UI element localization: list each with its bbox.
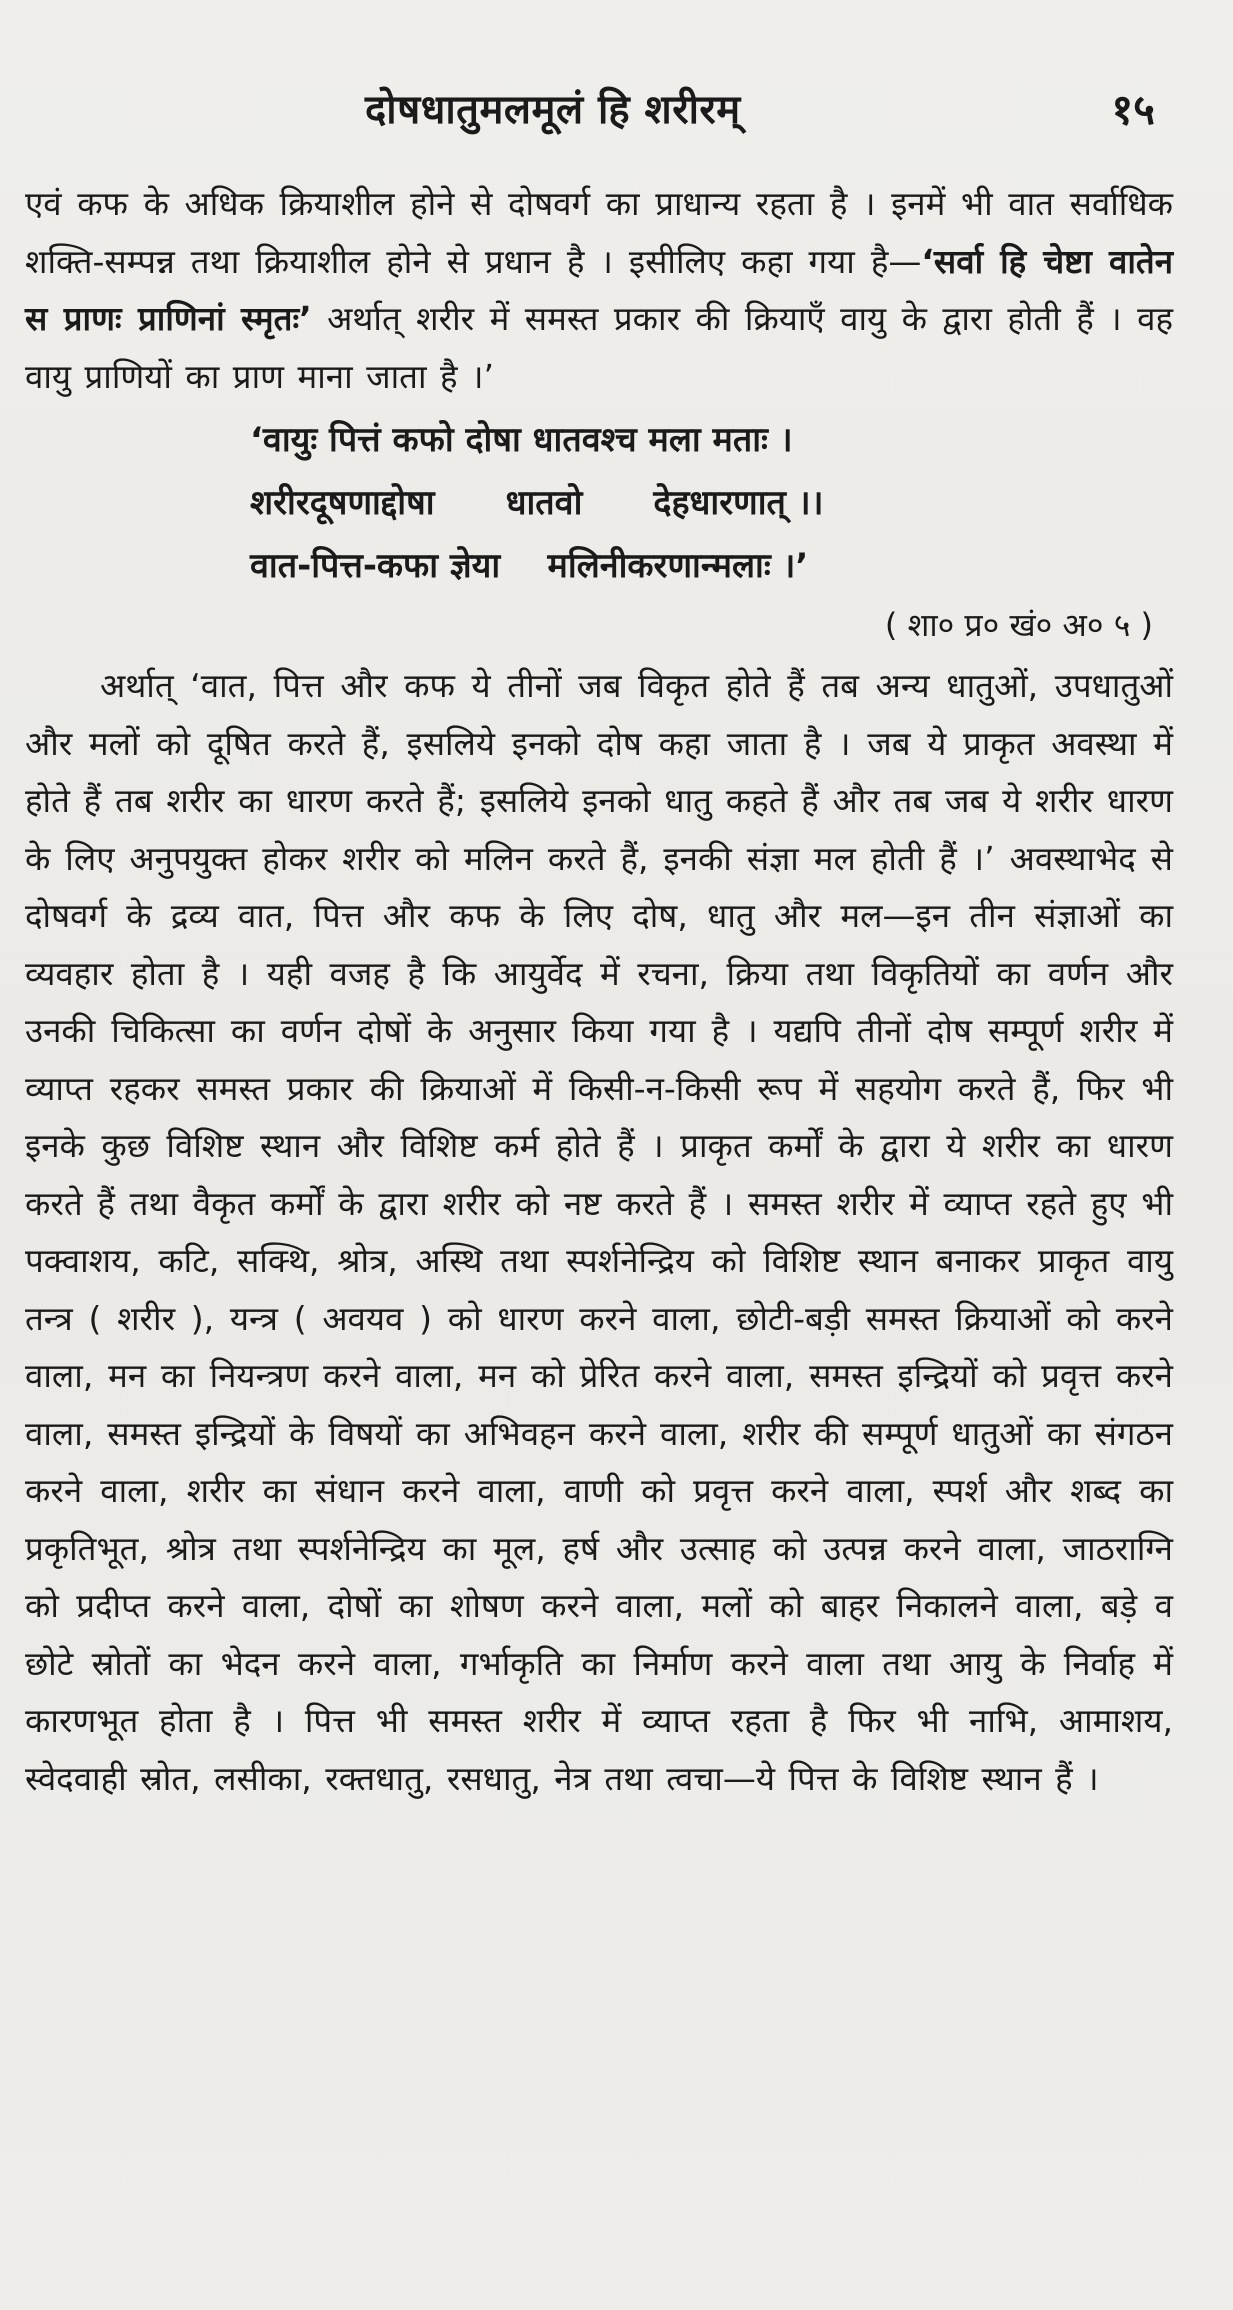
verse-line: ‘वायुः पित्तं कफो दोषा धातवश्च मला मताः । (250, 420, 793, 460)
paragraph-2: अर्थात् ‘वात, पित्त और कफ ये तीनों जब विकृत होते हैं तब अन्य धातुओं, उपधातुओं और मलों को दूषित करते हैं, इसलिये इनको दोष कहा जाता है । जब ये प्राकृत अवस्था में होते हैं तब शरीर का धारण करते हैं; इसलिये इनको धातु कहते हैं और तब जब ये शरीर धारण के लिए अनुपयुक्त होकर शरीर को मलिन करते हैं, इनकी संज्ञा मल होती हैं ।’ अवस्थाभेद से दोषवर्ग के द्रव्य वात, पित्त और कफ के लिए दोष, धातु और मल—इन तीन संज्ञाओं का व्यवहार होता है । यही वजह है कि आयुर्वेद में रचना, क्रिया तथा विकृतियों का वर्णन और उनकी चिकित्सा का वर्णन दोषों के अनुसार किया गया है । यद्यपि तीनों दोष सम्पूर्ण शरीर में व्याप्त रहकर समस्त प्रकार की क्रियाओं में किसी-न-किसी रूप में सहयोग करते हैं, फिर भी इनके कुछ विशिष्ट स्थान और विशिष्ट कर्म होते हैं । प्राकृत कर्मों के द्वारा ये शरीर का धारण करते हैं तथा वैकृत कर्मों के द्वारा शरीर को नष्ट करते हैं । समस्त शरीर में व्याप्त रहते हुए भी पक्वाशय, कटि, सक्थि, श्रोत्र, अस्थि तथा स्पर्शनेन्द्रिय को विशिष्ट स्थान बनाकर प्राकृत वायु तन्त्र ( शरीर ), यन्त्र ( अवयव ) को धारण करने वाला, छोटी-बड़ी समस्त क्रियाओं को करने वाला, मन का नियन्त्रण करने वाला, मन को प्रेरित करने वाला, समस्त इन्द्रियों को प्रवृत्त करने वाला, समस्त इन्द्रियों के विषयों का अभिवहन करने वाला, शरीर की सम्पूर्ण धातुओं का संगठन करने वाला, शरीर का संधान करने वाला, वाणी को प्रवृत्त करने वाला, स्पर्श और शब्द का प्रकृतिभूत, श्रोत्र तथा स्पर्शनेन्द्रिय का मूल, हर्ष और उत्साह को उत्पन्न करने वाला, जाठराग्नि को प्रदीप्त करने वाला, दोषों का शोषण करने वाला, मलों को बाहर निकालने वाला, बड़े व छोटे स्रोतों का भेदन करने वाला, गर्भाकृति का निर्माण करने वाला तथा आयु के निर्वाह में कारणभूत होता है । पित्त भी समस्त शरीर में व्याप्त रहता है फिर भी नाभि, आमाशय, स्वेदवाही स्रोत, लसीका, रक्तधातु, रसधातु, नेत्र तथा त्वचा—ये पित्त के विशिष्ट स्थान हैं । (25, 666, 1173, 1798)
page-number: १५ (1111, 85, 1155, 134)
paragraph-1 (25, 175, 1173, 405)
verse-line: वात-पित्त-कफा ज्ञेया मलिनीकरणान्मलाः ।’ (250, 546, 809, 586)
verse-line: शरीरदूषणाद्दोषा धातवो देहधारणात् ।। (250, 483, 824, 523)
paragraph-1-text-after: अर्थात् शरीर में समस्त प्रकार की क्रियाएँ वायु के द्वारा होती हैं । वह वायु प्राणियों का प्राण माना जाता है ।’ (25, 299, 1173, 396)
paragraph-1-text-before: एवं कफ के अधिक क्रियाशील होने से दोषवर्ग का प्राधान्य रहता है । इनमें भी वात सर्वाधिक शक्ति-सम्पन्न तथा क्रियाशील होने से प्रधान है । इसीलिए कहा गया है— (25, 184, 1173, 281)
sanskrit-quote: ‘सर्वा हि चेष्टा वातेन स प्राणः प्राणिनां स्मृतः’ (25, 241, 1174, 338)
verse-citation: ( शा० प्र० खं० अ० ५ ) (884, 606, 1153, 644)
page-header (25, 70, 1173, 140)
running-title: दोषधातुमलमूलं हि शरीरम् (365, 87, 741, 133)
sanskrit-verse (250, 409, 1173, 598)
